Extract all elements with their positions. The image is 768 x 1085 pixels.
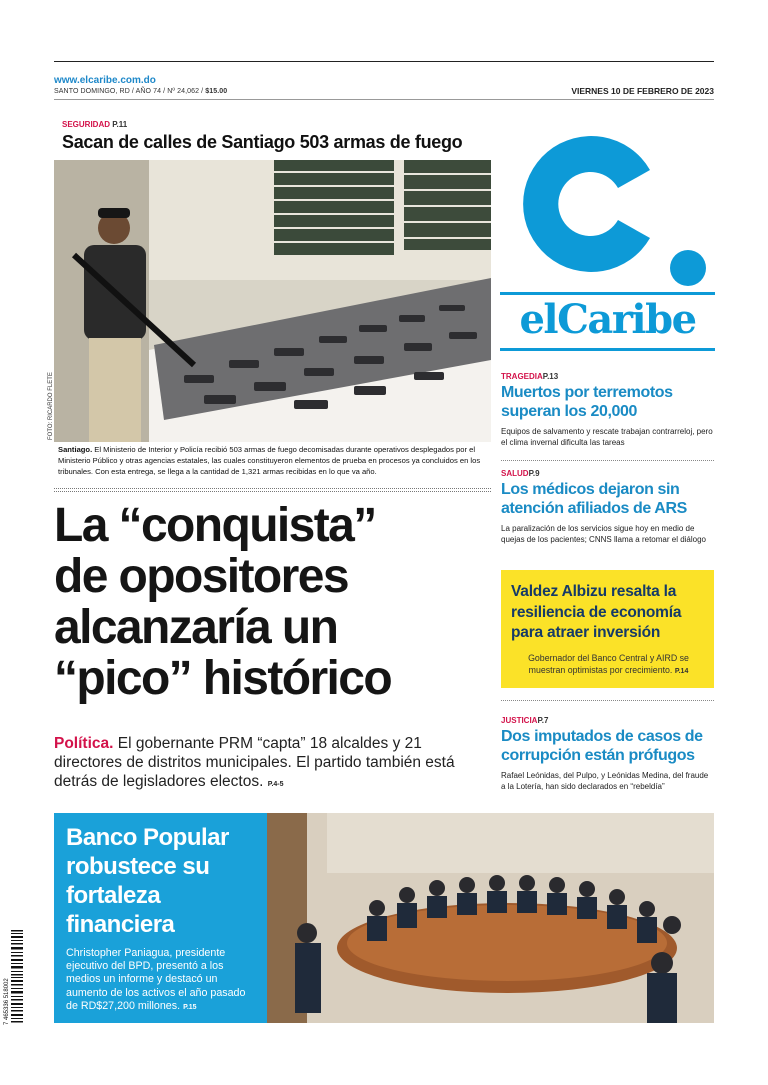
headline-line: “pico” histórico <box>54 652 392 705</box>
divider <box>501 460 714 461</box>
story-title: Dos imputados de casos de corrupción están prófugos <box>501 728 703 764</box>
banco-popular-feature[interactable] <box>54 813 714 1023</box>
box-text <box>511 652 706 678</box>
story-justicia[interactable] <box>501 716 714 792</box>
lead-kicker: Política. <box>54 735 114 752</box>
story-section <box>501 469 714 478</box>
valdez-albizu-box[interactable] <box>501 570 714 688</box>
price: $15.00 <box>205 88 228 95</box>
el-caribe-logo[interactable] <box>500 108 715 358</box>
feature-section-label: SEGURIDAD <box>62 120 111 129</box>
story-page: P.7 <box>537 716 549 725</box>
bank-text-panel <box>54 813 267 1023</box>
divider <box>501 700 714 701</box>
feature-story[interactable] <box>54 110 491 486</box>
feature-title: Sacan de calles de Santiago 503 armas de fuego <box>62 132 463 152</box>
story-text: La paralización de los servicios sigue hoy en medio de quejas de los pacientes; CNNS llama a retomar el diálogo <box>501 524 706 544</box>
bank-title: Banco Popular robustece su fortaleza financiera <box>66 824 229 938</box>
lead-page: P.4-5 <box>267 781 284 788</box>
story-section-label: TRAGEDIA <box>501 372 543 381</box>
story-section-label: SALUD <box>501 469 529 478</box>
story-section-label: JUSTICIA <box>501 716 538 725</box>
headline-line: La “conquista” <box>54 499 376 552</box>
story-title: Muertos por terremotos superan los 20,000 <box>501 384 673 420</box>
meta-rule <box>54 99 714 100</box>
feature-section <box>62 120 127 129</box>
story-page: P.13 <box>542 372 559 381</box>
logo-rule-top <box>500 292 715 295</box>
feature-page: P.11 <box>112 120 128 129</box>
box-page: P.14 <box>674 667 689 675</box>
box-text-body: Gobernador del Banco Central y AIRD se muestran optimistas por crecimiento. <box>528 652 689 675</box>
main-headline[interactable] <box>54 500 494 704</box>
meeting-photo <box>267 813 714 1023</box>
feature-caption <box>58 444 488 477</box>
bank-page: P.15 <box>183 1003 197 1011</box>
divider-dots <box>54 488 491 492</box>
barcode <box>1 930 23 1025</box>
headline-line: de opositores <box>54 550 348 603</box>
story-section <box>501 716 714 725</box>
caption-lead: Santiago. <box>58 445 93 454</box>
logo-rule-bottom <box>500 348 715 351</box>
lead-text: El gobernante PRM “capta” 18 alcaldes y 21 directores de distritos municipales. El partido también está detrás de legisladores electos. <box>54 735 455 790</box>
meeting-photo-illustration <box>267 813 714 1023</box>
site-url[interactable]: www.elcaribe.com.do <box>54 75 156 86</box>
barcode-bars <box>1 930 23 1025</box>
photo-credit-label: FOTO: RICARDO FLETE <box>48 372 54 440</box>
headline-line: alcanzaría un <box>54 601 338 654</box>
story-section <box>501 372 714 381</box>
issue-date: VIERNES 10 DE FEBRERO DE 2023 <box>571 86 714 96</box>
story-title: Los médicos dejaron sin atención afiliados de ARS <box>501 481 687 517</box>
bank-text-body: Christopher Paniagua, presidente ejecutivo del BPD, presentó a los medios un informe y destacó un aumento de los activos el año pasado de RD$27,200 millones. <box>66 947 246 1012</box>
headline-lead <box>54 734 494 794</box>
box-title: Valdez Albizu resalta la resiliencia de economía para atraer inversión <box>511 583 682 641</box>
caption-text: El Ministerio de Interior y Policía recibió 503 armas de fuego decomisadas durante operativos desplegados por el Ministerio Público y otras agencias estatales, las cuales constituyeron elementos de prueba en procesos ya concluidos en los tribunales. Con esta entrega, se llega a la cantidad de 1,321 armas recibidas en lo que va año. <box>58 445 481 476</box>
story-page: P.9 <box>528 469 540 478</box>
logo-wordmark: elCaribe <box>519 296 696 343</box>
weapons-photo-illustration <box>54 160 491 442</box>
feature-photo <box>54 160 491 442</box>
story-text: Rafael Leónidas, del Pulpo, y Leónidas Medina, del fraude a la Lotería, han sido declarados en “rebeldía” <box>501 771 709 791</box>
story-text: Equipos de salvamento y rescate trabajan contrarreloj, pero el clima invernal dificulta las tareas <box>501 427 713 447</box>
bank-text <box>66 947 257 1014</box>
barcode-digits: 7 465336 518002 <box>4 978 10 1025</box>
story-salud[interactable] <box>501 469 714 545</box>
logo-c-mark <box>500 108 715 292</box>
edition-text: SANTO DOMINGO, RD / AÑO 74 / Nº 24,062 / <box>54 88 204 95</box>
top-rule <box>54 61 714 62</box>
story-tragedia[interactable] <box>501 372 714 448</box>
edition-info <box>54 88 227 95</box>
